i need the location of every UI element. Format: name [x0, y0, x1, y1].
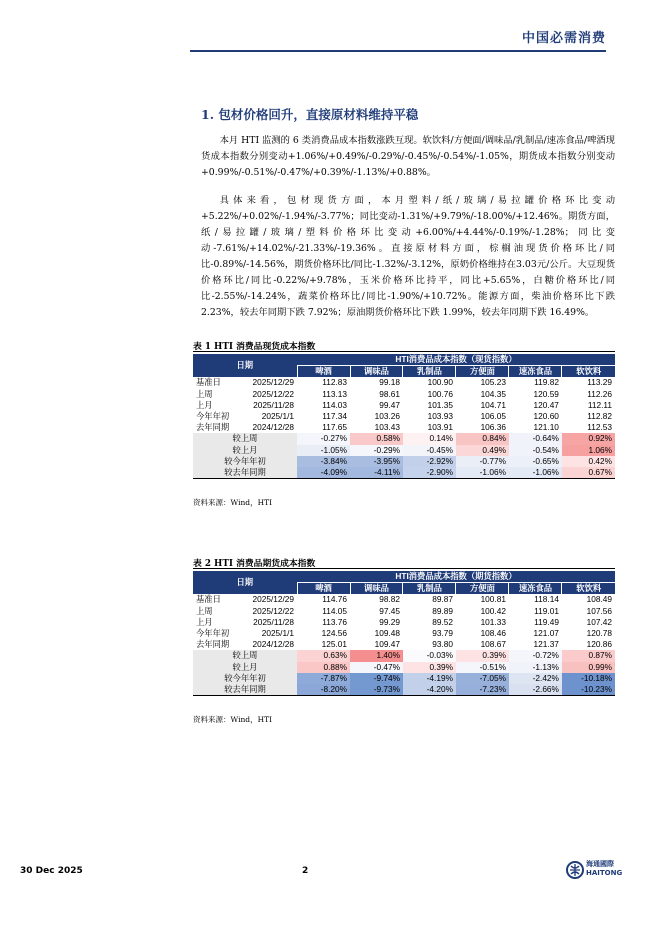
index-value: 113.13	[322, 388, 347, 399]
index-value: 93.80	[432, 639, 453, 650]
index-value: 107.56	[586, 605, 612, 616]
index-value: 108.46	[480, 628, 506, 639]
change-value: -1.06%	[456, 467, 509, 479]
index-value: 103.43	[374, 422, 400, 433]
col-header: 速冻食品	[509, 366, 562, 378]
change-value: -7.05%	[456, 673, 509, 684]
change-value: -7.23%	[456, 684, 509, 696]
change-value: -0.27%	[297, 433, 350, 444]
table-row	[193, 606, 615, 617]
col-header: 软饮料	[562, 583, 615, 595]
col-header: 乳制品	[403, 583, 456, 595]
index-value: 119.82	[534, 377, 559, 388]
row-label: 上月	[196, 616, 213, 627]
row-label: 上月	[196, 399, 213, 410]
index-value: 99.18	[379, 377, 400, 388]
index-value: 98.82	[379, 594, 400, 605]
change-value: -7.87%	[297, 673, 350, 684]
index-value: 89.52	[432, 616, 453, 627]
change-value: 1.06%	[562, 445, 615, 456]
index-value: 121.10	[533, 422, 559, 433]
logo-text-en: HAITONG	[586, 869, 623, 877]
index-value: 120.60	[533, 411, 559, 422]
change-value: -3.95%	[350, 456, 403, 467]
paragraph-1: 本月 HTI 监测的 6 类消费品成本指数涨跌互现。软饮料/方便面/调味品/乳制品/速冻食品/啤酒现货成本指数分别变动+1.06%/+0.49%/-0.29%/-0.45%/-0.54%/-1.05%，期货成本指数分别变动+0.99%/-0.51%/-0.47%/+0.39%/-1.13%/+0.88%。	[201, 135, 615, 178]
change-value: -0.51%	[456, 662, 509, 673]
index-value: 101.33	[480, 616, 506, 627]
index-value: 119.01	[534, 605, 559, 616]
table-row	[193, 594, 615, 605]
table-row	[193, 400, 615, 411]
table1-source: 资料来源：Wind，HTI	[193, 498, 273, 507]
index-value: 99.29	[379, 616, 400, 627]
row-label: 上周	[196, 388, 213, 399]
row-date: 2025/1/1	[261, 411, 295, 422]
change-row	[193, 650, 615, 661]
change-value: 0.99%	[562, 662, 615, 673]
change-value: 0.67%	[562, 467, 615, 479]
change-row	[193, 684, 615, 696]
change-label: 较去年同期	[193, 467, 297, 479]
index-value: 100.76	[427, 388, 453, 399]
index-value: 99.47	[379, 399, 400, 410]
change-value: -0.65%	[509, 456, 562, 467]
row-date: 2025/12/29	[252, 594, 295, 605]
change-label: 较今年年初	[193, 456, 297, 467]
change-value: 0.42%	[562, 456, 615, 467]
change-row	[193, 445, 615, 456]
index-value: 107.42	[586, 616, 612, 627]
change-value: -2.42%	[509, 673, 562, 684]
index-value: 124.56	[321, 628, 347, 639]
table-row	[193, 422, 615, 433]
change-value: -1.06%	[509, 467, 562, 479]
col-header: 调味品	[350, 366, 403, 378]
change-value: 0.92%	[562, 433, 615, 444]
index-value: 119.49	[534, 616, 559, 627]
change-value: -4.09%	[297, 467, 350, 479]
table2-source: 资料来源：Wind，HTI	[193, 715, 273, 724]
col-header: 调味品	[350, 583, 403, 595]
row-label: 基准日	[196, 594, 221, 605]
row-date: 2025/11/28	[253, 616, 295, 627]
header-rule	[190, 50, 606, 52]
change-value: 0.39%	[456, 650, 509, 661]
row-date: 2024/12/28	[252, 639, 295, 650]
index-value: 109.48	[374, 628, 400, 639]
table2-title: 表 2 HTI 消费品期货成本指数	[193, 559, 316, 569]
index-value: 103.26	[374, 411, 400, 422]
change-value: -8.20%	[297, 684, 350, 696]
row-label: 基准日	[196, 377, 221, 388]
index-value: 100.81	[480, 594, 506, 605]
index-value: 106.36	[480, 422, 506, 433]
change-value: 1.40%	[350, 650, 403, 661]
index-value: 121.07	[533, 628, 559, 639]
change-value: 0.84%	[456, 433, 509, 444]
change-row	[193, 433, 615, 444]
row-date: 2025/12/29	[252, 377, 295, 388]
index-value: 112.82	[587, 411, 612, 422]
change-value: -0.77%	[456, 456, 509, 467]
change-value: -0.29%	[350, 445, 403, 456]
change-value: -1.13%	[509, 662, 562, 673]
col-header: 方便面	[456, 366, 509, 378]
index-value: 114.03	[322, 399, 347, 410]
index-value: 100.42	[480, 605, 506, 616]
table-row	[193, 377, 615, 388]
index-value: 100.90	[427, 377, 453, 388]
index-value: 120.86	[586, 639, 612, 650]
change-value: -4.11%	[350, 467, 403, 479]
change-value: -4.20%	[403, 684, 456, 696]
index-value: 93.79	[432, 628, 453, 639]
table-row	[193, 628, 615, 639]
index-value: 108.49	[586, 594, 612, 605]
index-value: 89.89	[432, 605, 453, 616]
row-date: 2024/12/28	[252, 422, 295, 433]
change-value: -3.84%	[297, 456, 350, 467]
change-value: -0.64%	[509, 433, 562, 444]
index-value: 105.23	[480, 377, 506, 388]
row-label: 今年年初	[196, 628, 230, 639]
index-value: 118.14	[534, 594, 559, 605]
table2-main-header: HTI消费品成本指数（期货指数）	[297, 571, 615, 583]
spot-cost-index-table	[193, 354, 615, 479]
change-value: -0.47%	[350, 662, 403, 673]
index-value: 103.93	[427, 411, 453, 422]
change-value: -9.74%	[350, 673, 403, 684]
col-header: 软饮料	[562, 366, 615, 378]
page-number: 2	[302, 866, 309, 876]
index-value: 113.29	[587, 377, 612, 388]
change-value: 0.14%	[403, 433, 456, 444]
futures-cost-index-table	[193, 571, 615, 696]
change-label: 较去年同期	[193, 684, 297, 696]
index-value: 108.67	[480, 639, 506, 650]
index-value: 125.01	[321, 639, 347, 650]
change-label: 较今年年初	[193, 673, 297, 684]
col-header: 速冻食品	[509, 583, 562, 595]
index-value: 112.11	[587, 399, 612, 410]
change-row	[193, 467, 615, 479]
change-label: 较上月	[193, 445, 297, 456]
change-value: -1.05%	[297, 445, 350, 456]
logo-text-cn: 海通國際	[586, 860, 614, 868]
change-value: 0.49%	[456, 445, 509, 456]
index-value: 120.59	[533, 388, 559, 399]
table1-title: 表 1 HTI 消费品现货成本指数	[193, 342, 316, 352]
row-date: 2025/12/22	[252, 388, 295, 399]
change-row	[193, 662, 615, 673]
change-value: -0.54%	[509, 445, 562, 456]
section-title: 1. 包材价格回升，直接原材料维持平稳	[201, 107, 419, 122]
col-header: 啤酒	[297, 366, 350, 378]
change-value: 0.88%	[297, 662, 350, 673]
change-value: -0.03%	[403, 650, 456, 661]
table1-main-header: HTI消费品成本指数（现货指数）	[297, 354, 615, 366]
index-value: 121.37	[533, 639, 559, 650]
col-header: 乳制品	[403, 366, 456, 378]
header-title: 中国必需消费	[521, 31, 606, 46]
paragraph-2: 具体来看，包材现货方面，本月塑料/纸/玻璃/易拉罐价格环比变动+5.22%/+0.02%/-1.94%/-3.77%；同比变动-1.31%/+9.79%/-18.00%/+12.46%。期货方面，纸/易拉罐/玻璃/塑料价格环比变动+6.00%/+4.44%/-0.19%/-1.28%；同比变动-7.61%/+14.02%/-21.33%/-19.36%。直接原材料方面，棕榈油现货价格环比/同比-0.89%/-14.56%，期货价格环比/同比-1.32%/-3.12%，原奶价格维持在3.03元/公斤。大豆现货价格环比/同比-0.22%/+9.78%，玉米价格环比持平，同比+5.65%，白糖价格环比/同比-2.55%/-14.24%，蔬菜价格环比/同比-1.90%/+10.72%。能源方面，柴油价格环比下跌 2.23%，较去年同期下跌 7.92%；原油期货价格环比下跌 1.99%，较去年同期下跌 16.49%。	[201, 195, 615, 318]
change-value: -10.18%	[562, 673, 615, 684]
index-value: 113.76	[322, 616, 347, 627]
index-value: 117.65	[322, 422, 347, 433]
change-value: 0.39%	[403, 662, 456, 673]
change-label: 较上周	[193, 433, 297, 444]
change-value: 0.58%	[350, 433, 403, 444]
row-date: 2025/12/22	[252, 605, 295, 616]
logo-text	[586, 860, 622, 878]
index-value: 112.26	[587, 388, 612, 399]
change-label: 较上月	[193, 662, 297, 673]
table-row	[193, 617, 615, 628]
change-value: -2.92%	[403, 456, 456, 467]
table-row	[193, 411, 615, 422]
change-row	[193, 673, 615, 684]
index-value: 109.47	[374, 639, 400, 650]
index-value: 89.87	[432, 594, 453, 605]
change-label: 较上周	[193, 650, 297, 661]
row-date: 2025/11/28	[253, 399, 295, 410]
row-label: 今年年初	[196, 411, 230, 422]
col-header: 啤酒	[297, 583, 350, 595]
index-value: 114.05	[322, 605, 347, 616]
index-value: 97.45	[379, 605, 400, 616]
index-value: 106.05	[480, 411, 506, 422]
change-value: -4.19%	[403, 673, 456, 684]
change-value: -0.45%	[403, 445, 456, 456]
table1-date-header: 日期	[193, 354, 297, 377]
col-header: 方便面	[456, 583, 509, 595]
change-value: -10.23%	[562, 684, 615, 696]
index-value: 101.35	[427, 399, 453, 410]
table-row	[193, 639, 615, 650]
row-label: 上周	[196, 605, 213, 616]
change-value: -2.66%	[509, 684, 562, 696]
index-value: 120.47	[533, 399, 559, 410]
index-value: 103.91	[427, 422, 453, 433]
change-value: -9.73%	[350, 684, 403, 696]
index-value: 112.53	[587, 422, 612, 433]
table2-top-rule	[193, 568, 615, 569]
table-row	[193, 389, 615, 400]
index-value: 98.61	[379, 388, 400, 399]
index-value: 120.78	[586, 628, 612, 639]
row-date: 2025/1/1	[261, 628, 295, 639]
change-value: 0.87%	[562, 650, 615, 661]
index-value: 114.76	[322, 594, 347, 605]
index-value: 117.34	[322, 411, 347, 422]
row-label: 去年同期	[196, 422, 230, 433]
change-value: 0.63%	[297, 650, 350, 661]
footer-date: 30 Dec 2025	[20, 866, 83, 876]
change-row	[193, 456, 615, 467]
index-value: 112.83	[322, 377, 347, 388]
index-value: 104.71	[480, 399, 506, 410]
change-value: -0.72%	[509, 650, 562, 661]
table2-date-header: 日期	[193, 571, 297, 594]
row-label: 去年同期	[196, 639, 230, 650]
change-value: -2.90%	[403, 467, 456, 479]
table1-top-rule	[193, 351, 615, 352]
index-value: 104.35	[480, 388, 506, 399]
